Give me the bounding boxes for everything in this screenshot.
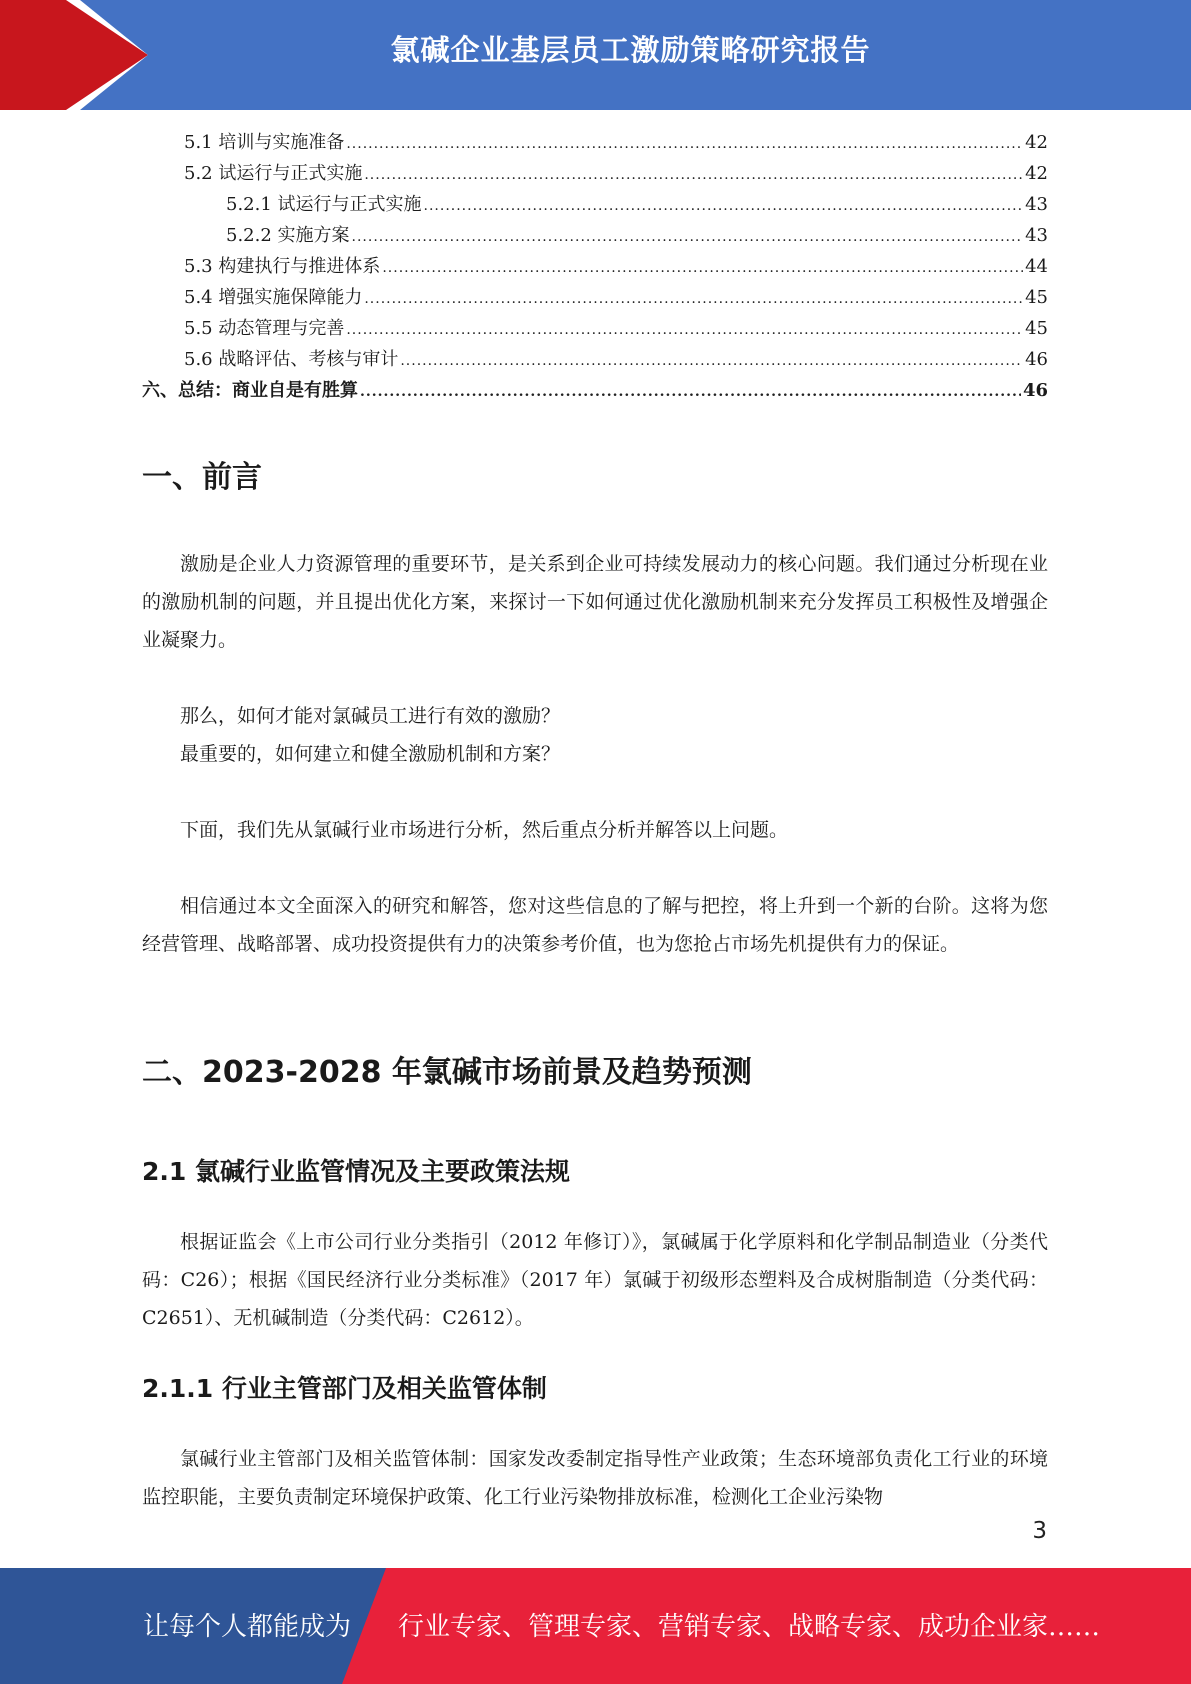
toc-entry-title: 5.5 动态管理与完善 [184, 318, 345, 339]
paragraph: 激励是企业人力资源管理的重要环节，是关系到企业可持续发展动力的核心问题。我们通过分析现在业的激励机制的问题，并且提出优化方案，来探讨一下如何通过优化激励机制来充分发挥员工积极性及增强企业凝聚力。 [142, 553, 1048, 651]
toc-entry-title: 5.1 培训与实施准备 [184, 132, 345, 153]
report-title: 氯碱企业基层员工激励策略研究报告 [390, 33, 871, 67]
toc-leader-dots [400, 353, 1023, 369]
subsection-heading-authorities: 2.1.1 行业主管部门及相关监管体制 [142, 1374, 547, 1403]
toc-entry-page: 42 [1025, 163, 1048, 184]
toc-entry-page: 44 [1025, 256, 1048, 277]
paragraph: 那么，如何才能对氯碱员工进行有效的激励？ [180, 705, 561, 727]
toc-entry-page: 43 [1025, 194, 1048, 215]
footer-slogan-right: 行业专家、管理专家、营销专家、战略专家、成功企业家…… [398, 1612, 1101, 1642]
toc-leader-dots [364, 291, 1023, 307]
paragraph: 最重要的，如何建立和健全激励机制和方案？ [180, 743, 561, 765]
paragraph: 氯碱行业主管部门及相关监管体制：国家发改委制定指导性产业政策；生态环境部负责化工行业的环境监控职能，主要负责制定环境保护政策、化工行业污染物排放标准，检测化工企业污染物 [142, 1448, 1048, 1508]
paragraph: 根据证监会《上市公司行业分类指引（2012 年修订）》，氯碱属于化学原料和化学制品制造业（分类代码：C26）；根据《国民经济行业分类标准》（2017 年）氯碱于初级形态塑料及合成树脂制造（分类代码：C2651）、无机碱制造（分类代码：C2612）。 [142, 1231, 1048, 1329]
toc-leader-dots [382, 260, 1023, 276]
toc-entry-page: 45 [1025, 318, 1048, 339]
toc-entry-title: 5.3 构建执行与推进体系 [184, 256, 381, 277]
toc-entry[interactable] [142, 159, 1048, 190]
toc-entry[interactable] [142, 376, 1048, 407]
paragraph: 下面，我们先从氯碱行业市场进行分析，然后重点分析并解答以上问题。 [180, 819, 789, 841]
toc-entry-title: 六、总结：商业自是有胜算 [142, 380, 358, 401]
toc-leader-dots [346, 136, 1023, 152]
toc-entry-title: 5.2.1 试运行与正式实施 [226, 194, 422, 215]
toc-entry-title: 5.4 增强实施保障能力 [184, 287, 363, 308]
toc-entry-page: 46 [1025, 349, 1048, 370]
toc-entry[interactable] [142, 128, 1048, 159]
toc-leader-dots [360, 384, 1021, 400]
toc-leader-dots [352, 229, 1024, 245]
toc-entry-page: 46 [1022, 380, 1048, 401]
toc-entry[interactable] [142, 221, 1048, 252]
toc-entry[interactable] [142, 345, 1048, 376]
subsection-heading-regulation: 2.1 氯碱行业监管情况及主要政策法规 [142, 1157, 570, 1186]
section-heading-preface: 一、前言 [142, 460, 262, 495]
toc-entry-title: 5.2.2 实施方案 [226, 225, 350, 246]
toc-leader-dots [346, 322, 1023, 338]
toc-entry-title: 5.2 试运行与正式实施 [184, 163, 363, 184]
page-number: 3 [1032, 1518, 1047, 1544]
toc-leader-dots [364, 167, 1023, 183]
page-header [0, 0, 1191, 110]
toc-entry-page: 45 [1025, 287, 1048, 308]
section-heading-market-outlook: 二、2023-2028 年氯碱市场前景及趋势预测 [142, 1055, 752, 1090]
table-of-contents [142, 128, 1048, 407]
toc-entry[interactable] [142, 314, 1048, 345]
toc-entry[interactable] [142, 252, 1048, 283]
paragraph: 相信通过本文全面深入的研究和解答，您对这些信息的了解与把控，将上升到一个新的台阶。这将为您经营管理、战略部署、成功投资提供有力的决策参考价值，也为您抢占市场先机提供有力的保证。 [142, 895, 1048, 955]
toc-entry-title: 5.6 战略评估、考核与审计 [184, 349, 399, 370]
toc-leader-dots [424, 198, 1024, 214]
page-footer [0, 1568, 1191, 1684]
toc-entry[interactable] [142, 283, 1048, 314]
toc-entry[interactable] [142, 190, 1048, 221]
footer-slogan-left: 让每个人都能成为 [143, 1612, 352, 1642]
toc-entry-page: 43 [1025, 225, 1048, 246]
toc-entry-page: 42 [1025, 132, 1048, 153]
